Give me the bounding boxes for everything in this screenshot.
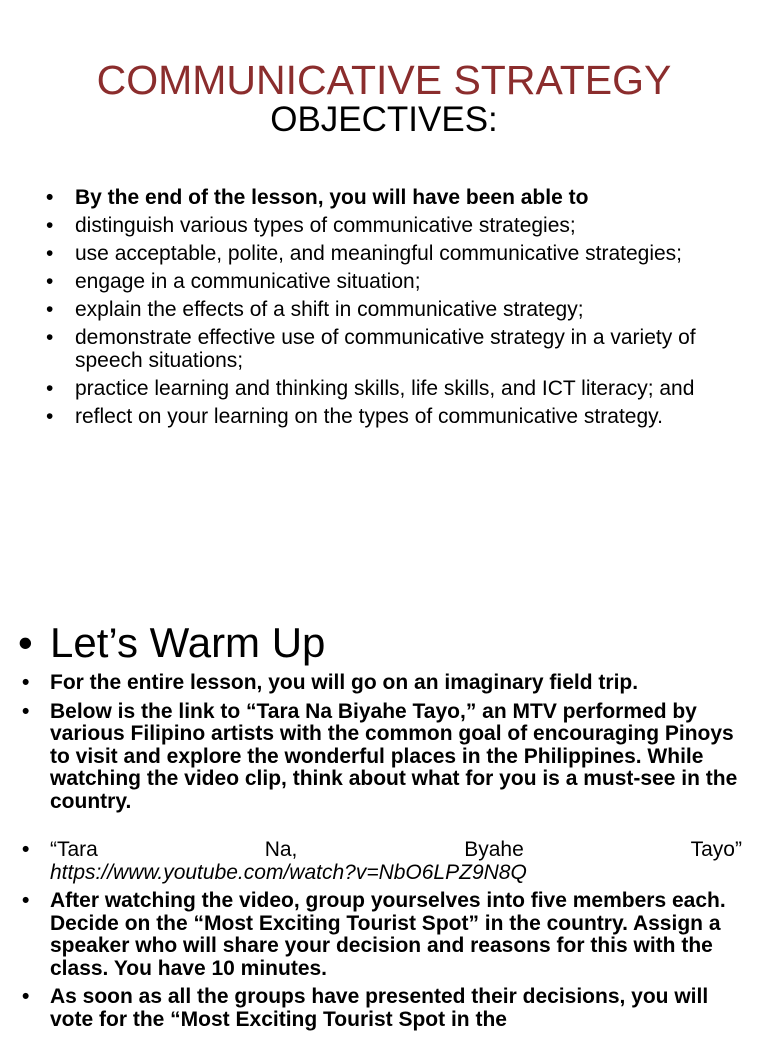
link-word: • “Tara	[50, 838, 98, 861]
objective-item: • use acceptable, polite, and meaningful communicative strategies;	[46, 242, 726, 265]
video-title-line	[50, 839, 742, 862]
warm-up-heading-text: Let’s Warm Up	[50, 619, 326, 666]
warm-up-item: • Below is the link to “Tara Na Biyahe Tayo,” an MTV performed by various Filipino artists with the common goal of encouraging Pinoys to visit and explore the wonderful places in the Philippines. While watching the video clip, think about what for you is a must-see in the country.	[22, 701, 742, 814]
objectives-intro: • By the end of the lesson, you will have been able to	[46, 186, 726, 209]
link-word: Na,	[264, 838, 298, 861]
bullet: •	[18, 619, 33, 666]
objective-item: • demonstrate effective use of communicative strategy in a variety of speech situations;	[46, 326, 726, 372]
objective-item: • engage in a communicative situation;	[46, 270, 726, 293]
slide-subtitle: OBJECTIVES:	[270, 100, 498, 139]
link-word: Tayo”	[690, 838, 742, 861]
objective-item: • practice learning and thinking skills, life skills, and ICT literacy; and	[46, 377, 726, 400]
warm-up-item: • For the entire lesson, you will go on an imaginary field trip.	[22, 672, 742, 695]
objectives-list	[46, 186, 726, 433]
warm-up-list	[22, 672, 742, 1037]
objective-item: • explain the effects of a shift in communicative strategy;	[46, 298, 726, 321]
video-url-link[interactable]: https://www.youtube.com/watch?v=NbO6LPZ9N8Q	[50, 860, 527, 884]
warm-up-item: • After watching the video, group yourselves into five members each. Decide on the “Most Exciting Tourist Spot” in the country. Assign a speaker who will share your decision and reasons for this with the class. You have 10 minutes.	[22, 890, 742, 980]
warm-up-item: • As soon as all the groups have presented their decisions, you will vote for the “Most Exciting Tourist Spot in the	[22, 986, 742, 1031]
link-word: Byahe	[464, 838, 524, 861]
objective-item: • distinguish various types of communicative strategies;	[46, 214, 726, 237]
objective-item: • reflect on your learning on the types of communicative strategy.	[46, 405, 726, 428]
slide-title: COMMUNICATIVE STRATEGY	[96, 57, 672, 103]
video-link-item	[22, 839, 742, 884]
warm-up-heading	[18, 618, 325, 668]
